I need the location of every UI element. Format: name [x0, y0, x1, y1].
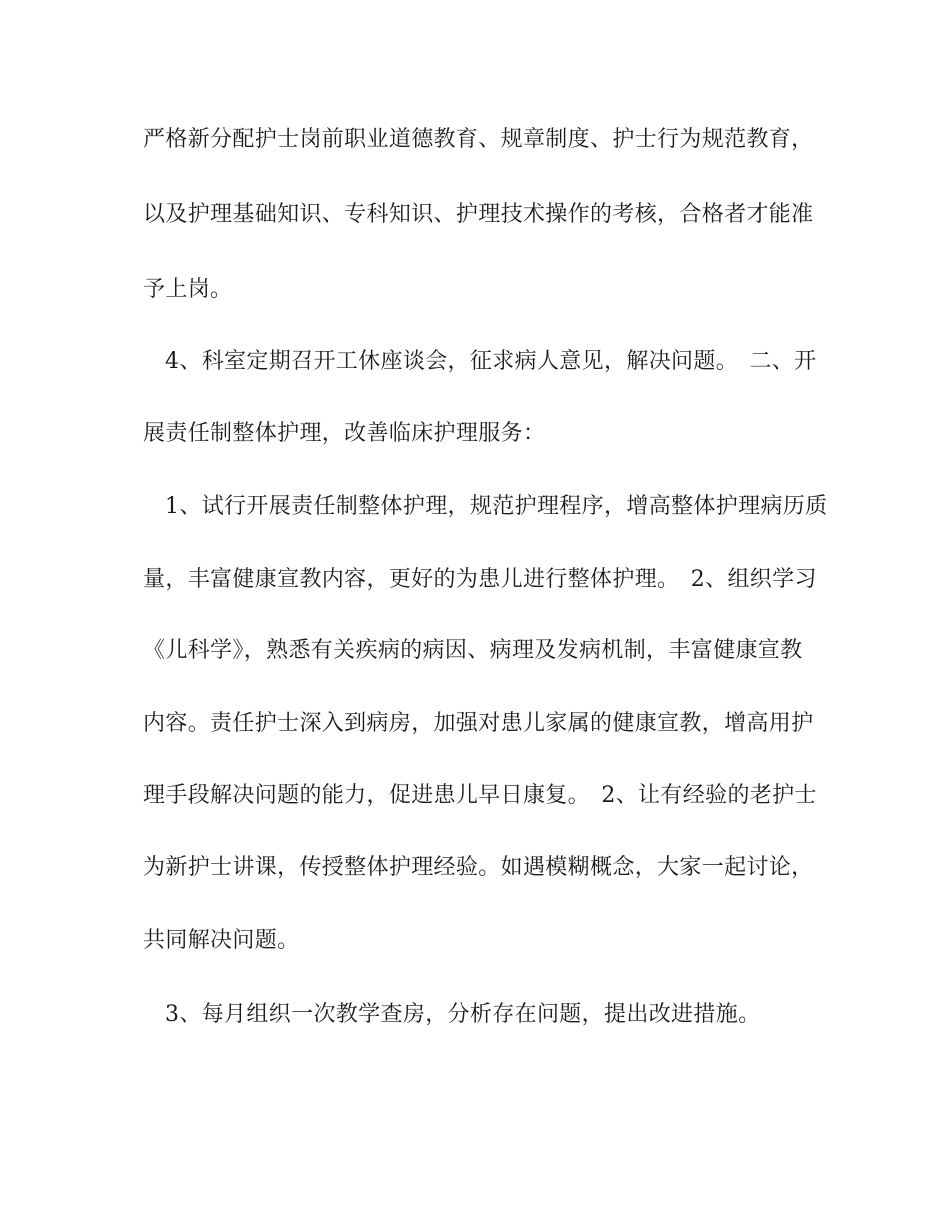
text-line: 3、每月组织一次教学查房，分析存在问题，提出改进措施。 — [165, 1002, 761, 1027]
text-line: 为新护士讲课，传授整体护理经验。如遇模糊概念，大家一起讨论， — [143, 855, 814, 880]
text-line: 以及护理基础知识、专科知识、护理技术操作的考核，合格者才能准 — [143, 202, 814, 227]
text-line: 4、科室定期召开工休座谈会，征求病人意见，解决问题。 二、开 — [165, 349, 817, 374]
text-line: 内容。责任护士深入到病房，加强对患儿家属的健康宣教，增高用护 — [143, 711, 814, 736]
text-line: 予上岗。 — [143, 277, 233, 302]
text-line: 1、试行开展责任制整体护理，规范护理程序，增高整体护理病历质 — [165, 494, 828, 519]
text-line: 共同解决问题。 — [143, 928, 300, 953]
text-line: 《儿科学》，熟悉有关疾病的病因、病理及发病机制，丰富健康宣教 — [143, 638, 803, 663]
text-line: 量，丰富健康宣教内容，更好的为患儿进行整体护理。 2、组织学习 — [143, 567, 817, 592]
text-line: 严格新分配护士岗前职业道德教育、规章制度、护士行为规范教育， — [143, 127, 814, 152]
text-line: 理手段解决问题的能力，促进患儿早日康复。 2、让有经验的老护士 — [143, 783, 817, 808]
text-line: 展责任制整体护理，改善临床护理服务： — [143, 421, 546, 446]
